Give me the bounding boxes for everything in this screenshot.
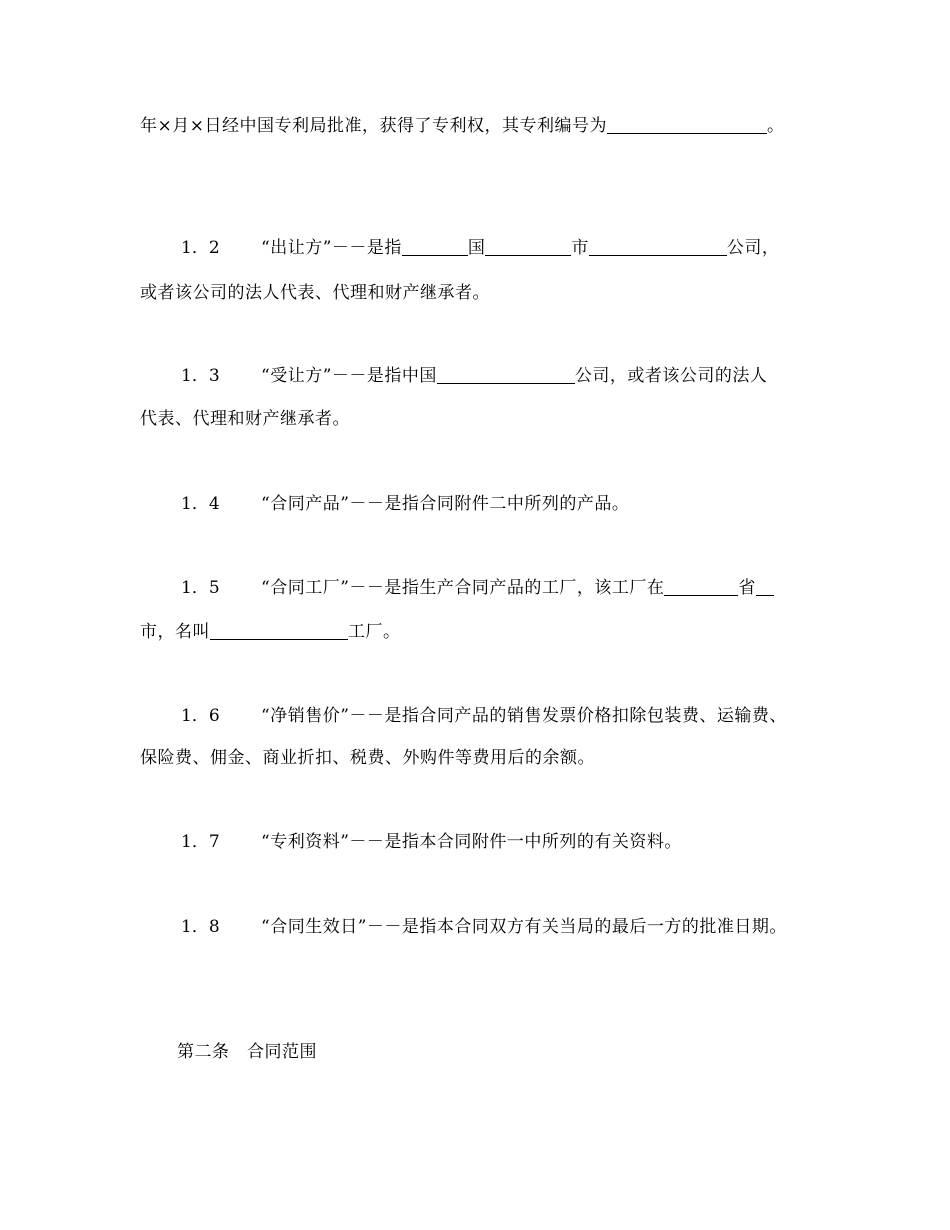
text: 年×月×日经中国专利局批准，获得了专利权，其专利编号为 (140, 116, 607, 136)
text: 国 (467, 238, 486, 258)
blank-province (664, 578, 738, 596)
clause-1-4 (181, 494, 629, 514)
blank-country (402, 238, 468, 256)
text: 市，名叫 (140, 622, 210, 642)
blank-patent-number (607, 116, 767, 134)
clause-number: 1．3 (181, 366, 220, 386)
text: “净销售价”－－是指合同产品的销售发票价格扣除包装费、运输费、 (261, 706, 787, 726)
clause-1-5 (181, 578, 774, 598)
clause-number: 1．7 (181, 832, 220, 852)
clause-number: 1．5 (181, 578, 220, 598)
clause-1-2 (181, 238, 779, 258)
blank-company (589, 238, 727, 256)
blank-factory-name (210, 622, 348, 640)
text: “合同工厂”－－是指生产合同产品的工厂，该工厂在 (261, 578, 665, 598)
text: 公司，或者该公司的法人 (574, 366, 768, 386)
blank-city (485, 238, 571, 256)
blank-city (756, 578, 774, 596)
text: “受让方”－－是指中国 (261, 366, 437, 386)
clause-1-3-cont: 代表、代理和财产继承者。 (140, 409, 350, 429)
clause-1-6 (181, 706, 787, 726)
text: 省 (738, 578, 756, 598)
text: “合同产品”－－是指合同附件二中所列的产品。 (261, 494, 630, 514)
clause-1-6-cont: 保险费、佣金、商业折扣、税费、外购件等费用后的余额。 (140, 748, 595, 768)
text: 工厂。 (348, 622, 401, 642)
clause-number: 1．8 (181, 917, 220, 937)
text: 公司， (726, 238, 780, 258)
clause-1-3 (181, 366, 767, 386)
text: “出让方”－－是指 (261, 238, 402, 258)
clause-1-5-cont (140, 622, 401, 642)
clause-number: 1．4 (181, 494, 220, 514)
clause-number: 1．6 (181, 706, 220, 726)
article-2-heading: 第二条 合同范围 (177, 1042, 317, 1062)
paragraph-line-1 (140, 116, 785, 136)
text: “合同生效日”－－是指本合同双方有关当局的最后一方的批准日期。 (261, 917, 787, 937)
clause-number: 1．2 (181, 238, 220, 258)
text: 。 (767, 116, 785, 136)
text: 市 (571, 238, 589, 258)
clause-1-7 (181, 832, 682, 852)
text: “专利资料”－－是指本合同附件一中所列的有关资料。 (261, 832, 682, 852)
clause-1-8 (181, 917, 787, 937)
blank-company (437, 366, 575, 384)
clause-1-2-cont: 或者该公司的法人代表、代理和财产继承者。 (140, 283, 490, 303)
